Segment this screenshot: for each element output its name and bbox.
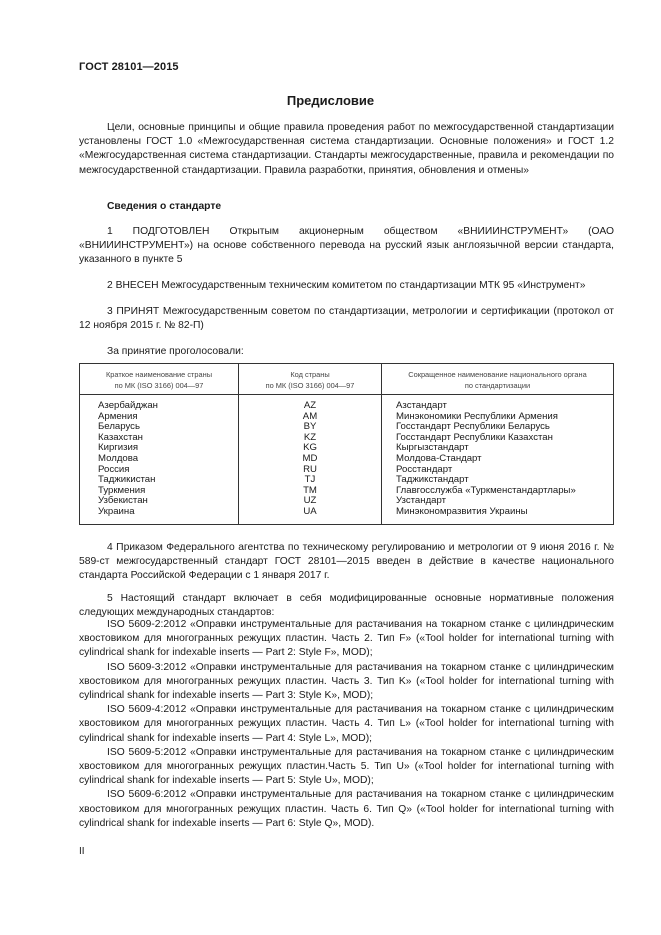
country-name-cell: Азербайджан (80, 395, 239, 412)
item-2-paragraph: 2 ВНЕСЕН Межгосударственным техническим комитетом по стандартизации МТК 95 «Инструмент» (107, 280, 586, 291)
table-header-country: Краткое наименование страны по МК (ISO 3166) 004—97 (80, 364, 239, 395)
voting-countries-table (79, 363, 614, 525)
table-row (80, 395, 614, 412)
table-row (80, 507, 614, 524)
country-code-cell: BY (239, 422, 382, 433)
standards-body-cell: Молдова-Стандарт (382, 454, 614, 465)
table-header-row (80, 364, 614, 395)
standard-list-item: ISO 5609-4:2012 «Оправки инструментальные для растачивания на токарном станке с цилиндрическим хвостовиком для многогранных режущих пластин. Часть 4. Тип L» («Tool holder for international turning with cylindrical shank for indexable inserts — Part 4: Style L», MOD); (79, 704, 614, 744)
standards-list (79, 618, 614, 831)
country-name-cell: Беларусь (80, 422, 239, 433)
document-header: ГОСТ 28101—2015 (79, 61, 179, 73)
standards-body-cell: Таджикстандарт (382, 475, 614, 486)
table-header-body: Сокращенное наименование национального органа по стандартизации (382, 364, 614, 395)
standard-list-item: ISO 5609-2:2012 «Оправки инструментальные для растачивания на токарном станке с цилиндрическим хвостовиком для многогранных режущих пластин. Часть 2. Тип F» («Tool holder for international turning with cylindrical shank for indexable inserts — Part 2: Style F», MOD); (79, 619, 614, 659)
table-row (80, 433, 614, 444)
intro-paragraph: Цели, основные принципы и общие правила проведения работ по межгосударственной стандартизации установлены ГОСТ 1.0 «Межгосударственная система стандартизации. Основные положения» и ГОСТ 1.2 «Межгосударственная система стандартизации. Стандарты межгосударственные, правила и рекомендации по межгосударственной стандартизации. Правила разработки, принятия, обновления и отмены» (79, 122, 614, 176)
standards-body-cell: Кыргызстандарт (382, 443, 614, 454)
country-code-cell: UA (239, 507, 382, 524)
item-5-paragraph: 5 Настоящий стандарт включает в себя модифицированные основные нормативные положения следующих международных стандартов: (79, 593, 614, 619)
table-row (80, 486, 614, 497)
country-name-cell: Молдова (80, 454, 239, 465)
standard-list-item: ISO 5609-6:2012 «Оправки инструментальные для растачивания на токарном станке с цилиндрическим хвостовиком для многогранных режущих пластин. Часть 6. Тип Q» («Tool holder for international turning with cylindrical shank for indexable inserts — Part 6: Style Q», MOD). (79, 789, 614, 829)
country-name-cell: Украина (80, 507, 239, 524)
country-name-cell: Армения (80, 412, 239, 423)
standard-list-item: ISO 5609-5:2012 «Оправки инструментальные для растачивания на токарном станке с цилиндрическим хвостовиком для многогранных режущих пластин.Часть 5. Тип U» («Tool holder for international turning with cylindrical shank for indexable inserts — Part 5: Style U», MOD); (79, 746, 614, 787)
page-title: Предисловие (286, 93, 375, 108)
country-name-cell: Казахстан (80, 433, 239, 444)
standard-list-item: ISO 5609-3:2012 «Оправки инструментальные для растачивания на токарном станке с цилиндрическим хвостовиком для многогранных режущих пластин. Часть 3. Тип K» («Tool holder for international turning with cylindrical shank for indexable inserts — Part 3: Style K», MOD); (79, 661, 614, 702)
item-3-paragraph: 3 ПРИНЯТ Межгосударственным советом по стандартизации, метрологии и сертификации (протокол от 12 ноября 2015 г. № 82-П) (79, 306, 614, 332)
standards-body-cell: Узстандарт (382, 496, 614, 507)
table-row (80, 443, 614, 454)
table-row (80, 496, 614, 507)
country-name-cell: Туркмения (80, 486, 239, 497)
standards-body-cell: Главгосслужба «Туркменстандартлары» (382, 486, 614, 497)
table-row (80, 465, 614, 476)
country-name-cell: Узбекистан (80, 496, 239, 507)
voted-label: За принятие проголосовали: (107, 346, 244, 357)
country-code-cell: KG (239, 443, 382, 454)
standards-body-cell: Минэкономики Республики Армения (382, 412, 614, 423)
country-name-cell: Киргизия (80, 443, 239, 454)
page-number: II (79, 846, 85, 857)
standards-body-cell: Азстандарт (382, 395, 614, 412)
about-standard-heading: Сведения о стандарте (107, 201, 222, 212)
country-name-cell: Россия (80, 465, 239, 476)
table-header-code: Код страны по МК (ISO 3166) 004—97 (239, 364, 382, 395)
country-code-cell: AM (239, 412, 382, 423)
item-1-paragraph: 1 ПОДГОТОВЛЕН Открытым акционерным обществом «ВНИИИНСТРУМЕНТ» (ОАО «ВНИИИНСТРУМЕНТ») на основе собственного перевода на русский язык англоязычной версии стандарта, указанного в пункте 5 (79, 226, 614, 266)
standards-body-cell: Госстандарт Республики Беларусь (382, 422, 614, 433)
country-code-cell: UZ (239, 496, 382, 507)
table-body (80, 395, 614, 525)
country-code-cell: TM (239, 486, 382, 497)
standards-body-cell: Минэкономразвития Украины (382, 507, 614, 524)
country-code-cell: RU (239, 465, 382, 476)
country-code-cell: TJ (239, 475, 382, 486)
standards-body-cell: Госстандарт Республики Казахстан (382, 433, 614, 444)
country-code-cell: MD (239, 454, 382, 465)
country-code-cell: KZ (239, 433, 382, 444)
country-code-cell: AZ (239, 395, 382, 412)
country-name-cell: Таджикистан (80, 475, 239, 486)
standards-body-cell: Росстандарт (382, 465, 614, 476)
table-row (80, 454, 614, 465)
item-4-paragraph: 4 Приказом Федерального агентства по техническому регулированию и метрологии от 9 июня 2016 г. № 589-ст межгосударственный стандарт ГОСТ 28101—2015 введен в действие в качестве национального стандарта Российской Федерации с 1 января 2017 г. (79, 542, 614, 582)
